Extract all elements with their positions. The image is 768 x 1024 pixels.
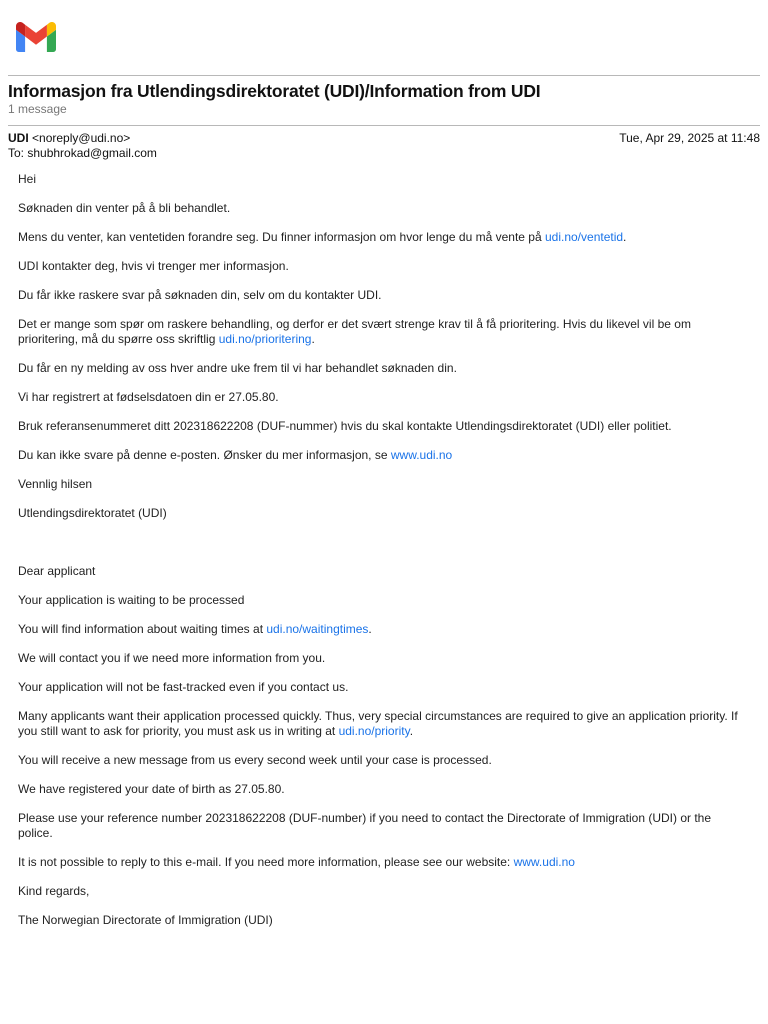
en-paragraph-3: We will contact you if we need more information from you.	[18, 651, 326, 665]
no-paragraph-6: Du får en ny melding av oss hver andre uke frem til vi har behandlet søknaden din.	[18, 361, 457, 375]
no-paragraph-7: Vi har registrert at fødselsdatoen din er 27.05.80.	[18, 390, 279, 404]
no-paragraph-2: Mens du venter, kan ventetiden forandre seg. Du finner informasjon om hvor lenge du må vente på udi.no/ventetid.	[18, 230, 627, 244]
message-count: 1 message	[8, 102, 67, 116]
en-paragraph-2: You will find information about waiting times at udi.no/waitingtimes.	[18, 622, 372, 636]
no-signoff: Vennlig hilsen	[18, 477, 93, 491]
sender-email: <noreply@udi.no>	[32, 131, 131, 145]
en-paragraph-5: Many applicants want their application processed quickly. Thus, very special circumstances are required to give an application priority. If you still want to ask for priority, you must ask us in writing at udi.no/priority.	[18, 709, 738, 738]
en-paragraph-9: It is not possible to reply to this e-mail. If you need more information, please see our website: www.udi.no	[18, 855, 575, 869]
link-udi-website[interactable]: www.udi.no	[513, 855, 575, 869]
no-paragraph-1: Søknaden din venter på å bli behandlet.	[18, 201, 231, 215]
email-subject: Informasjon fra Utlendingsdirektoratet (UDI)/Information from UDI	[8, 81, 541, 101]
no-greeting: Hei	[18, 172, 37, 186]
subject-divider	[8, 125, 760, 126]
no-paragraph-8: Bruk referansenummeret ditt 202318622208 (DUF-nummer) hvis du skal kontakte Utlendingsdirektoratet (UDI) eller politiet.	[18, 419, 672, 433]
en-signature: The Norwegian Directorate of Immigration (UDI)	[18, 913, 273, 927]
no-paragraph-5: Det er mange som spør om raskere behandling, og derfor er det svært strenge krav til å få prioritering. Hvis du likevel vil be om prioritering, må du spørre oss skriftlig udi.no/prioritering.	[18, 317, 691, 346]
gmail-logo-icon[interactable]	[16, 22, 56, 52]
en-signoff: Kind regards,	[18, 884, 90, 898]
no-paragraph-9: Du kan ikke svare på denne e-posten. Ønsker du mer informasjon, se www.udi.no	[18, 448, 453, 462]
no-paragraph-4: Du får ikke raskere svar på søknaden din, selv om du kontakter UDI.	[18, 288, 382, 302]
no-paragraph-3: UDI kontakter deg, hvis vi trenger mer informasjon.	[18, 259, 289, 273]
en-greeting: Dear applicant	[18, 564, 96, 578]
en-paragraph-4: Your application will not be fast-tracked even if you contact us.	[18, 680, 349, 694]
recipient-line: To: shubhrokad@gmail.com	[8, 146, 157, 160]
en-paragraph-6: You will receive a new message from us every second week until your case is processed.	[18, 753, 492, 767]
en-paragraph-7: We have registered your date of birth as 27.05.80.	[18, 782, 285, 796]
link-udi-no[interactable]: www.udi.no	[390, 448, 453, 462]
en-paragraph-1: Your application is waiting to be processed	[18, 593, 245, 607]
email-body	[18, 172, 748, 942]
sender-name: UDI	[8, 131, 29, 145]
message-date: Tue, Apr 29, 2025 at 11:48	[619, 131, 760, 145]
sender-line	[8, 131, 130, 145]
link-prioritering[interactable]: udi.no/prioritering	[218, 332, 312, 346]
link-waitingtimes[interactable]: udi.no/waitingtimes	[266, 622, 369, 636]
en-paragraph-8: Please use your reference number 202318622208 (DUF-number) if you need to contact the Directorate of Immigration (UDI) or the police.	[18, 811, 712, 840]
header-divider	[8, 75, 760, 76]
link-priority[interactable]: udi.no/priority	[338, 724, 410, 738]
link-ventetid[interactable]: udi.no/ventetid	[544, 230, 624, 244]
gmail-logo-center-red	[25, 25, 47, 45]
no-signature: Utlendingsdirektoratet (UDI)	[18, 506, 167, 520]
